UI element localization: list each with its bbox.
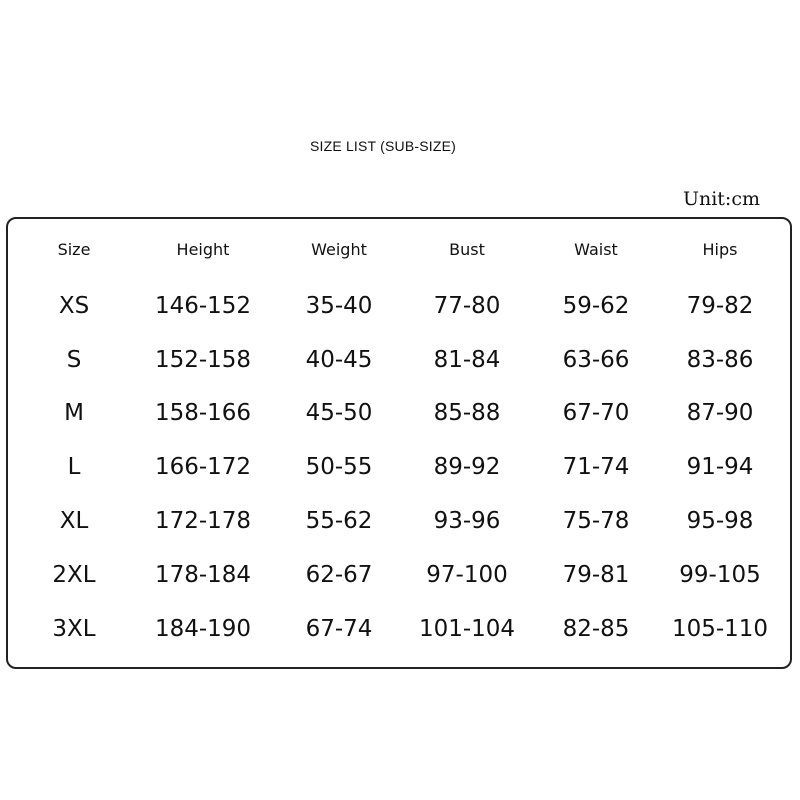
cell-weight: 40-45 xyxy=(305,347,373,373)
cell-bust: 101-104 xyxy=(418,616,516,642)
cell-height: 158-166 xyxy=(154,400,252,426)
cell-waist: 63-66 xyxy=(562,347,630,373)
cell-size: S xyxy=(66,347,82,373)
cell-size: 2XL xyxy=(52,562,96,588)
cell-height: 184-190 xyxy=(154,616,252,642)
cell-hips: 87-90 xyxy=(686,400,754,426)
cell-weight: 50-55 xyxy=(305,454,373,480)
cell-bust: 77-80 xyxy=(433,293,501,319)
unit-label: Unit:cm xyxy=(682,188,760,210)
header-hips: Hips xyxy=(702,240,738,259)
cell-hips: 105-110 xyxy=(671,616,769,642)
cell-weight: 45-50 xyxy=(305,400,373,426)
cell-bust: 97-100 xyxy=(426,562,508,588)
cell-waist: 82-85 xyxy=(562,616,630,642)
cell-waist: 67-70 xyxy=(562,400,630,426)
header-height: Height xyxy=(176,240,230,259)
cell-height: 172-178 xyxy=(154,508,252,534)
cell-waist: 71-74 xyxy=(562,454,630,480)
cell-weight: 67-74 xyxy=(305,616,373,642)
cell-height: 146-152 xyxy=(154,293,252,319)
cell-weight: 62-67 xyxy=(305,562,373,588)
cell-size: XL xyxy=(59,508,89,534)
cell-bust: 93-96 xyxy=(433,508,501,534)
cell-hips: 83-86 xyxy=(686,347,754,373)
cell-hips: 99-105 xyxy=(679,562,761,588)
cell-height: 166-172 xyxy=(154,454,252,480)
header-weight: Weight xyxy=(311,240,367,259)
cell-waist: 79-81 xyxy=(562,562,630,588)
cell-size: M xyxy=(64,400,84,426)
cell-bust: 89-92 xyxy=(433,454,501,480)
cell-hips: 91-94 xyxy=(686,454,754,480)
cell-size: 3XL xyxy=(52,616,96,642)
cell-weight: 55-62 xyxy=(305,508,373,534)
page-title: SIZE LIST (SUB-SIZE) xyxy=(309,138,457,154)
cell-hips: 79-82 xyxy=(686,293,754,319)
header-bust: Bust xyxy=(449,240,485,259)
cell-bust: 85-88 xyxy=(433,400,501,426)
header-waist: Waist xyxy=(574,240,618,259)
cell-height: 152-158 xyxy=(154,347,252,373)
cell-waist: 59-62 xyxy=(562,293,630,319)
cell-hips: 95-98 xyxy=(686,508,754,534)
cell-weight: 35-40 xyxy=(305,293,373,319)
header-size: Size xyxy=(57,240,91,259)
cell-size: XS xyxy=(58,293,90,319)
size-table-frame xyxy=(6,217,792,669)
cell-height: 178-184 xyxy=(154,562,252,588)
cell-size: L xyxy=(67,454,81,480)
cell-waist: 75-78 xyxy=(562,508,630,534)
cell-bust: 81-84 xyxy=(433,347,501,373)
